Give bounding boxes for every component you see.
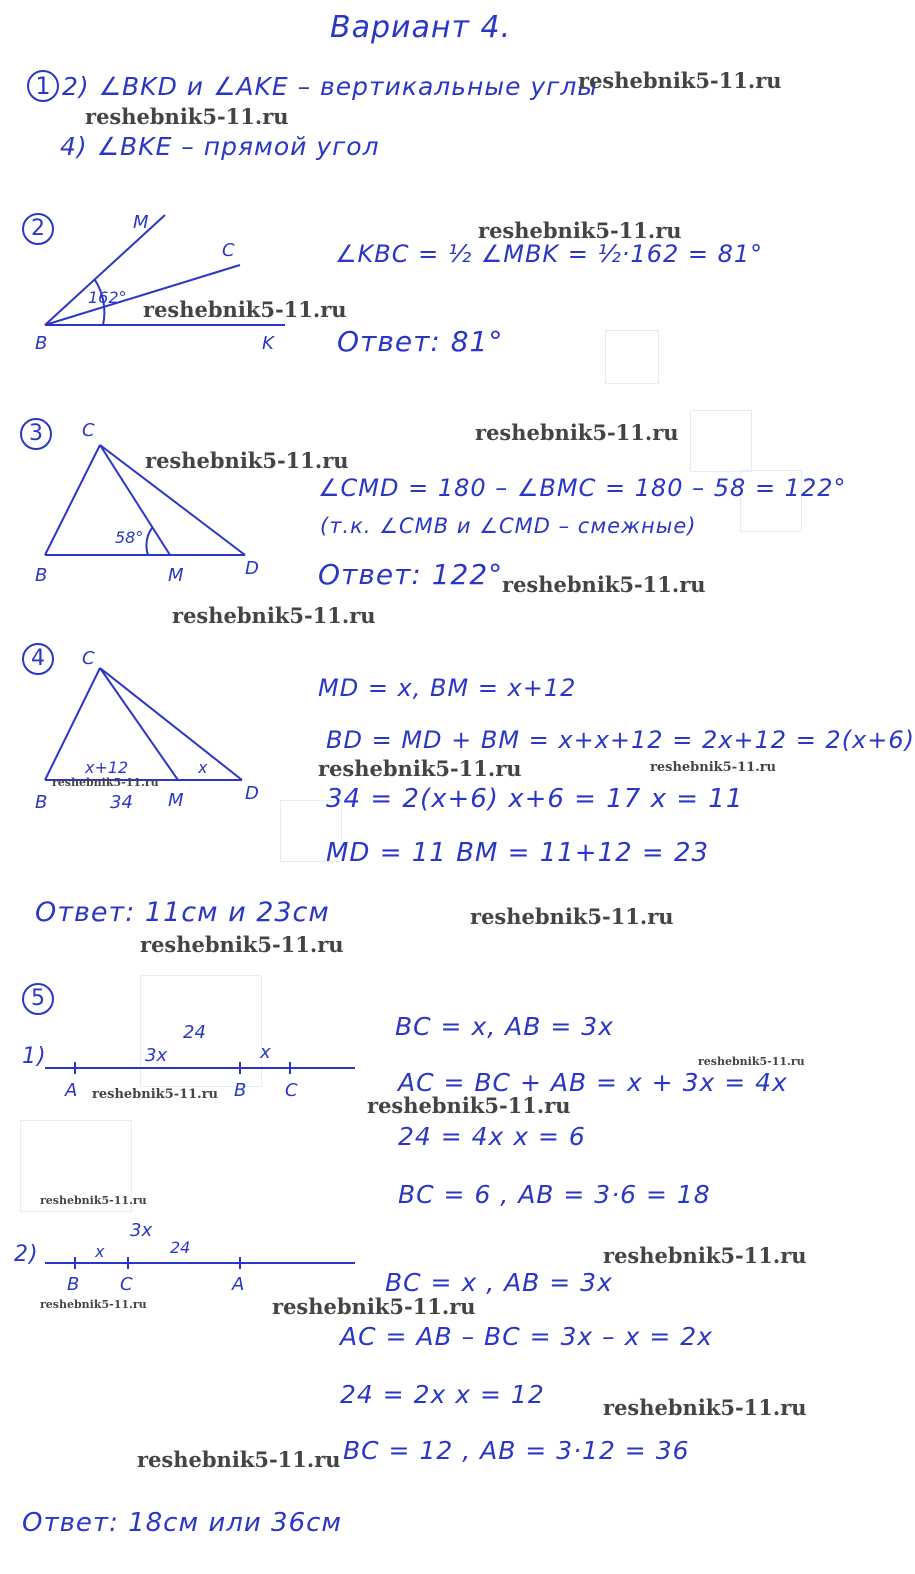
task2-number: 2 <box>22 213 54 245</box>
task5-case1-line4: BC = 6 , AB = 3·6 = 18 <box>398 1180 711 1209</box>
task5-case1-line2: AC = BC + AB = x + 3x = 4x <box>398 1068 788 1097</box>
task5-case2-seg-ca: 24 <box>170 1238 191 1257</box>
watermark: reshebnik5-11.ru <box>318 756 522 781</box>
watermark-small: reshebnik5-11.ru <box>40 1298 147 1311</box>
task4-seg-md: x <box>198 758 208 777</box>
watermark: reshebnik5-11.ru <box>85 104 289 129</box>
watermark-small: reshebnik5-11.ru <box>650 760 777 775</box>
task4-seg-bd: 34 <box>110 792 133 813</box>
task5-case1-point-c: C <box>285 1080 298 1101</box>
watermark: reshebnik5-11.ru <box>603 1243 807 1268</box>
watermark-small: reshebnik5-11.ru <box>40 1194 147 1207</box>
task4-number: 4 <box>22 643 54 675</box>
task3-angle: 58° <box>115 528 144 547</box>
watermark: reshebnik5-11.ru <box>143 297 347 322</box>
watermark: reshebnik5-11.ru <box>578 68 782 93</box>
watermark: reshebnik5-11.ru <box>272 1294 476 1319</box>
watermark: reshebnik5-11.ru <box>172 603 376 628</box>
watermark-small: reshebnik5-11.ru <box>92 1087 219 1102</box>
watermark: reshebnik5-11.ru <box>475 420 679 445</box>
page-title: Вариант 4. <box>330 10 512 45</box>
task5-case2-point-b: B <box>67 1274 80 1295</box>
task5-case1-seg-ab: 3x <box>145 1045 168 1066</box>
task5-case1-seg-bc: x <box>260 1042 271 1063</box>
task1-line1: 2) ∠BKD и ∠AKE – вертикальные углы <box>62 72 599 101</box>
task4-line4: MD = 11 BM = 11+12 = 23 <box>326 838 710 868</box>
watermark: reshebnik5-11.ru <box>478 218 682 243</box>
task5-case2-seg-bc: x <box>95 1242 105 1261</box>
watermark: reshebnik5-11.ru <box>470 904 674 929</box>
watermark: reshebnik5-11.ru <box>140 932 344 957</box>
task4-point-m: M <box>168 790 184 811</box>
task3-point-c: C <box>82 420 95 441</box>
task4-seg-bm: x+12 <box>85 758 129 777</box>
task5-case2-line1: BC = x , AB = 3x <box>385 1268 613 1297</box>
task4-line3: 34 = 2(x+6) x+6 = 17 x = 11 <box>326 784 744 814</box>
task4-point-b: B <box>35 792 48 813</box>
watermark: reshebnik5-11.ru <box>367 1093 571 1118</box>
task5-case2-line2: AC = AB – BC = 3x – x = 2x <box>340 1322 713 1351</box>
task4-point-d: D <box>245 783 259 804</box>
task4-line1: MD = x, BM = x+12 <box>318 674 577 702</box>
task2-point-b: B <box>35 333 48 354</box>
task5-case2-top: 3x <box>130 1220 153 1241</box>
task5-case1-line3: 24 = 4x x = 6 <box>398 1122 586 1151</box>
task5-case1-point-b: B <box>234 1080 247 1101</box>
task3-point-b: B <box>35 565 48 586</box>
task2-point-c: C <box>222 240 235 261</box>
task4-point-c: C <box>82 648 95 669</box>
task3-solution: ∠CMD = 180 – ∠BMC = 180 – 58 = 122° <box>318 474 847 502</box>
watermark: reshebnik5-11.ru <box>145 448 349 473</box>
task5-case2-point-c: C <box>120 1274 133 1295</box>
task5-case1-point-a: A <box>65 1080 78 1101</box>
task5-answer: Ответ: 18см или 36см <box>22 1508 343 1538</box>
task5-case1-label: 1) <box>22 1044 47 1069</box>
watermark: reshebnik5-11.ru <box>502 572 706 597</box>
task3-point-d: D <box>245 558 259 579</box>
task3-number: 3 <box>20 418 52 450</box>
task2-point-m: M <box>133 212 149 233</box>
task5-case2-point-a: A <box>232 1274 245 1295</box>
task2-answer: Ответ: 81° <box>337 325 504 358</box>
task5-case2-line4: BC = 12 , AB = 3·12 = 36 <box>343 1436 690 1465</box>
watermark: reshebnik5-11.ru <box>603 1395 807 1420</box>
task4-answer: Ответ: 11см и 23см <box>35 897 330 928</box>
task5-case1-line1: BC = x, AB = 3x <box>395 1012 614 1041</box>
task2-point-k: K <box>262 333 274 354</box>
task3-point-m: M <box>168 565 184 586</box>
task5-case2-label: 2) <box>14 1242 39 1267</box>
task2-solution: ∠KBC = ½ ∠MBK = ½·162 = 81° <box>335 240 764 268</box>
task5-case2-line3: 24 = 2x x = 12 <box>340 1380 545 1409</box>
watermark-small: reshebnik5-11.ru <box>52 776 159 789</box>
watermark: reshebnik5-11.ru <box>137 1447 341 1472</box>
task5-case1-top: 24 <box>183 1022 206 1043</box>
task1-number: 1 <box>27 70 59 102</box>
task1-line2: 4) ∠BKE – прямой угол <box>60 132 380 161</box>
watermark-small: reshebnik5-11.ru <box>698 1055 805 1068</box>
task3-reason: (т.к. ∠CMB и ∠CMD – смежные) <box>320 514 697 538</box>
task2-angle: 162° <box>88 288 127 307</box>
task3-answer: Ответ: 122° <box>318 558 504 591</box>
task5-number: 5 <box>22 983 54 1015</box>
task4-line2: BD = MD + BM = x+x+12 = 2x+12 = 2(x+6) <box>326 726 915 754</box>
